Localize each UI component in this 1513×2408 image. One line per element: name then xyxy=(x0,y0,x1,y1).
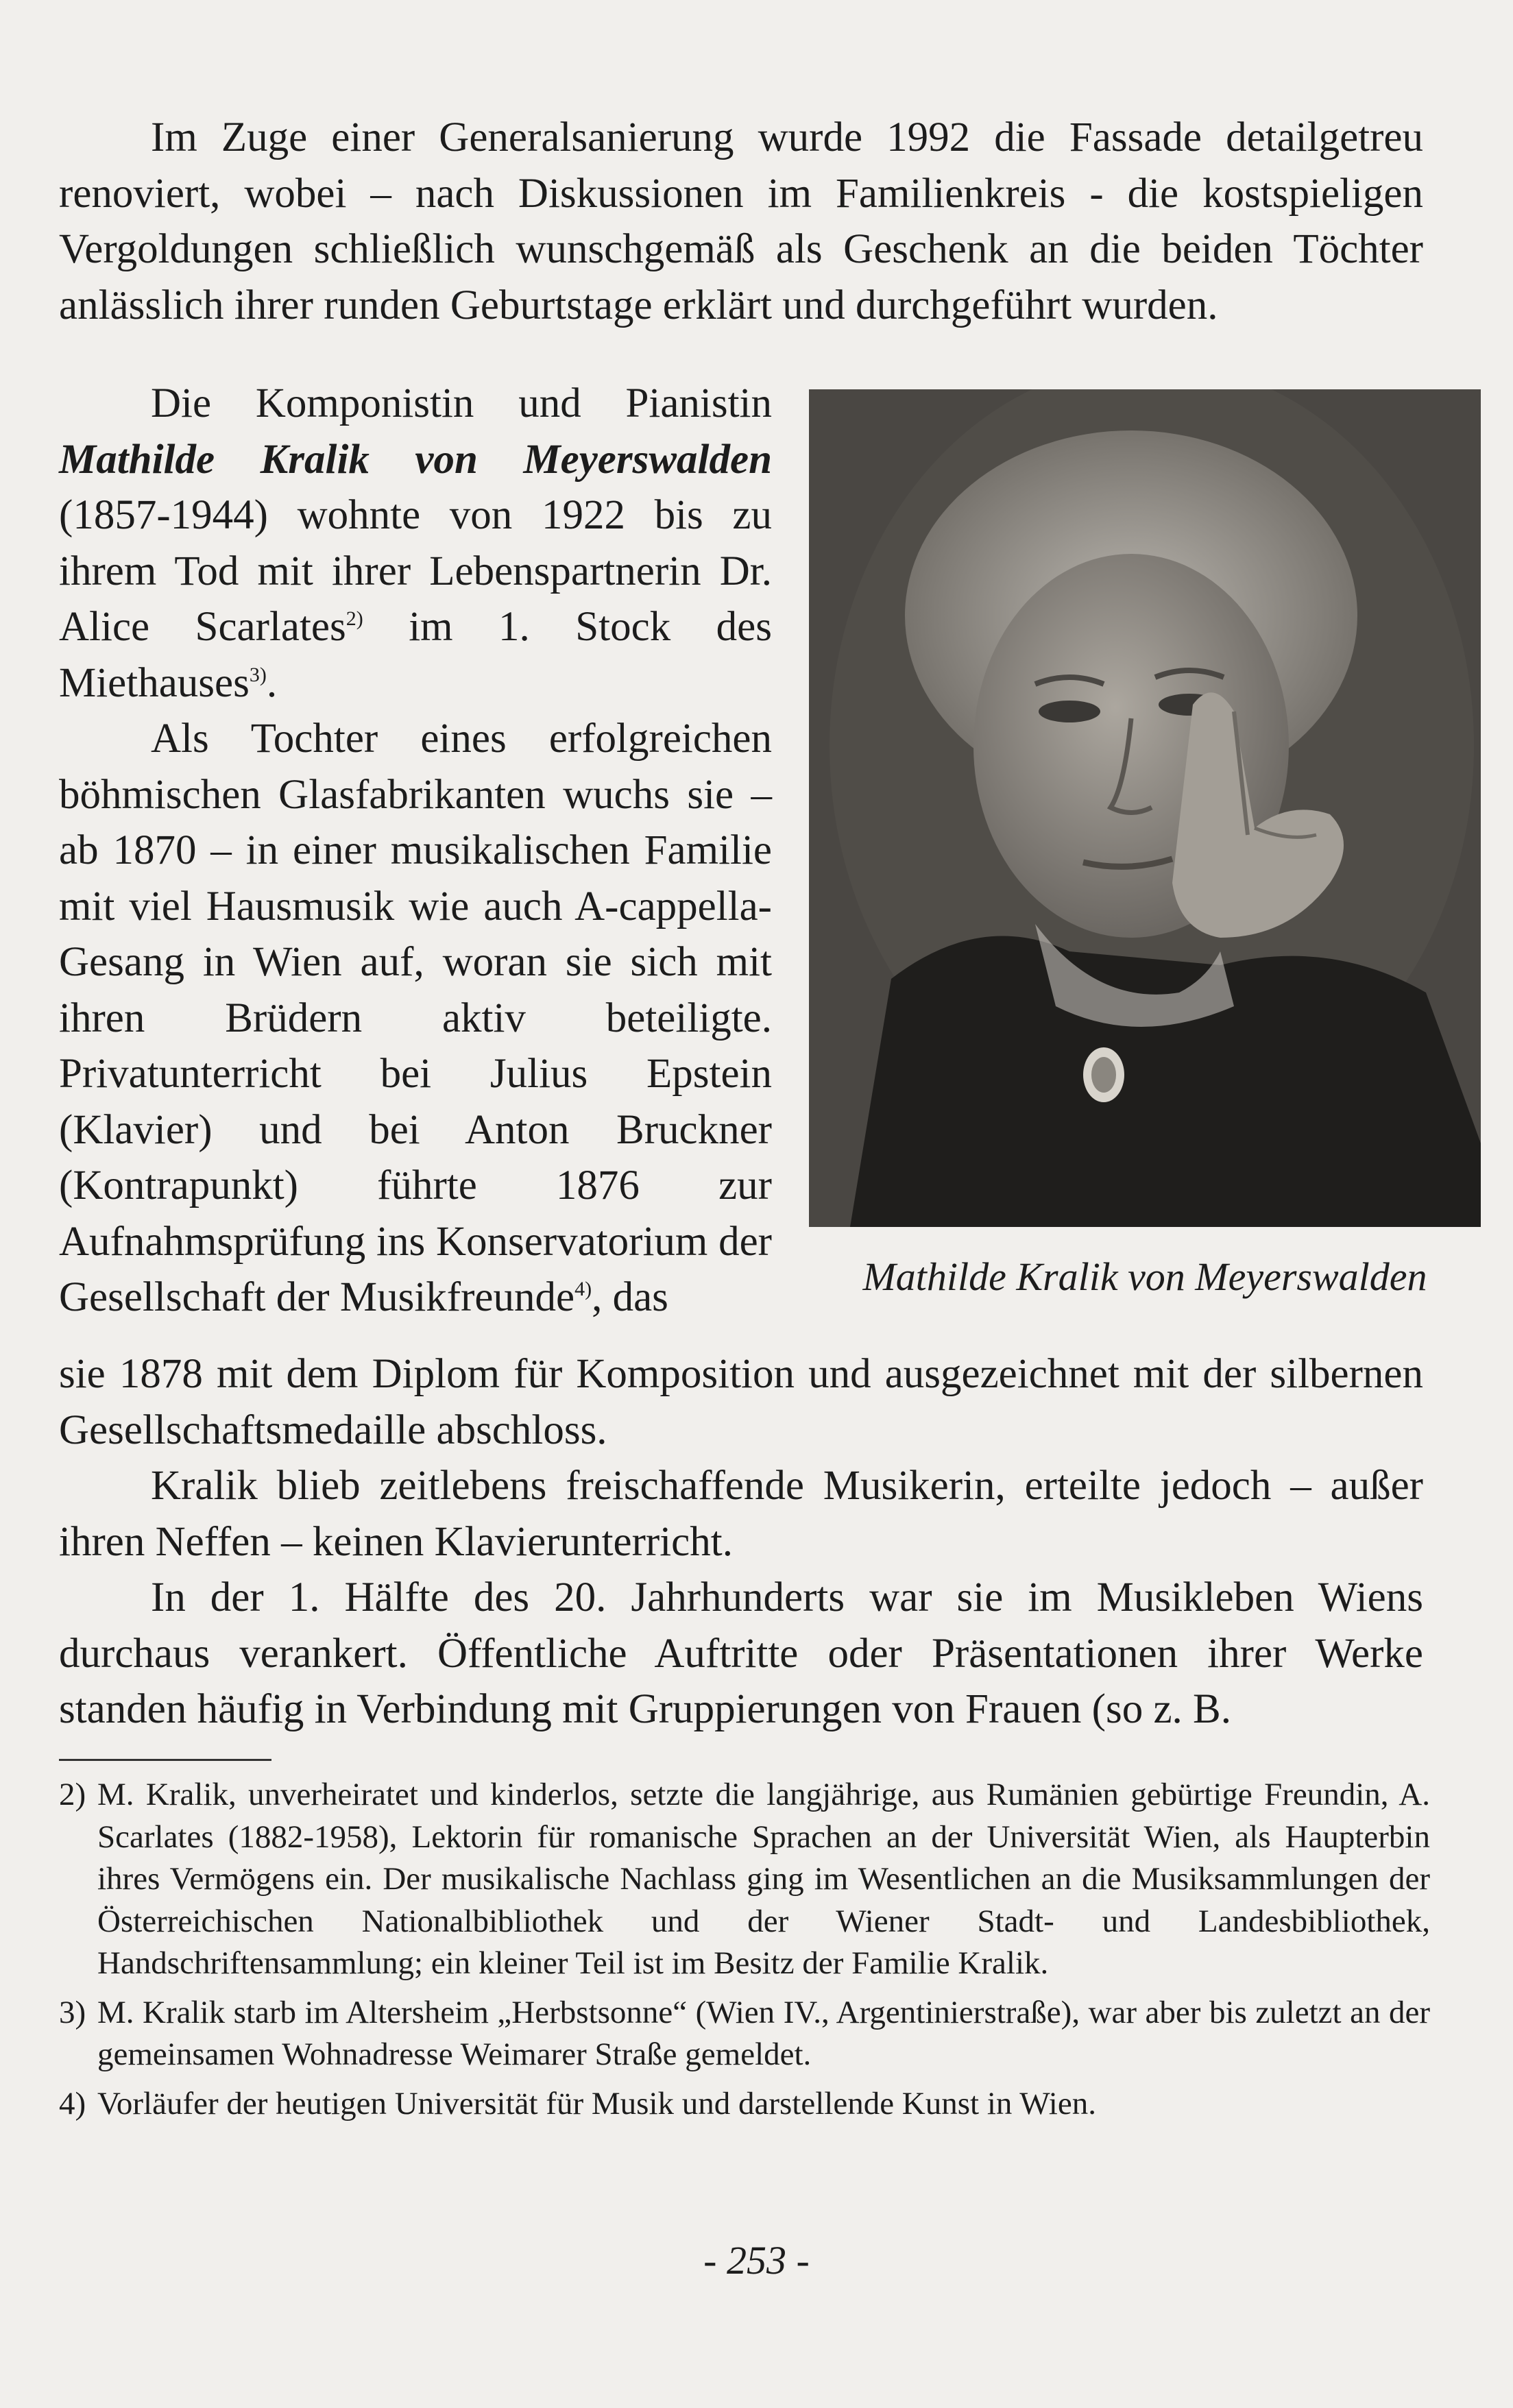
paragraph-3-text2: , das xyxy=(592,1274,668,1320)
paragraph-2-text3: . xyxy=(266,659,278,706)
paragraph-2-text2: im 1. Stock des Miethauses xyxy=(59,604,772,706)
photo-caption: Mathilde Kralik von Meyerswalden xyxy=(862,1254,1427,1299)
footnote-divider xyxy=(59,1759,271,1761)
paragraph-3-text1: Als Tochter eines erfolgreichen böhmischen Glasfabrikanten wuchs sie – ab 1870 – in einer musikalischen Familie mit viel Hausmusik wie auch A-cappella-Gesang in Wien auf, woran sie sich mit ihren Brüdern aktiv beteiligte. Privatunterricht bei Julius Epstein (Klavier) und bei Anton Bruckner (Kontrapunkt) führte 1876 zur Aufnahmsprüfung ins Konservatorium der Gesellschaft der Musikfreunde xyxy=(59,716,772,1320)
portrait-illustration xyxy=(809,389,1481,1227)
footnote-4 xyxy=(59,2083,1430,2126)
footnote-ref-3[interactable]: 3) xyxy=(249,663,267,686)
paragraph-5: In der 1. Hälfte des 20. Jahrhunderts war sie im Musikleben Wiens durchaus verankert. Öffentliche Auftritte oder Präsentationen ihrer Werke standen häufig in Verbindung mit Gruppierungen von Frauen (so z. B. xyxy=(59,1574,1423,1732)
paragraph-2-text1: (1857-1944) wohnte von 1922 bis zu ihrem Tod mit ihrer Lebenspartnerin Dr. Alice Scarlates xyxy=(59,492,772,650)
paragraph-3 xyxy=(59,711,772,1326)
footnotes xyxy=(59,1774,1430,2132)
footnote-text: M. Kralik starb im Altersheim „Herbstsonne“ (Wien IV., Argentinierstraße), war aber bis zuletzt an der gemeinsamen Wohnadresse Weimarer Straße gemeldet. xyxy=(97,1994,1430,2072)
page-number: - 253 - xyxy=(703,2238,810,2283)
paragraph-3-continuation: sie 1878 mit dem Diplom für Komposition und ausgezeichnet mit der silbernen Gesellschaftsmedaille abschloss. xyxy=(59,1351,1423,1453)
paragraph-1-text: Im Zuge einer Generalsanierung wurde 1992 die Fassade detailgetreu renoviert, wobei – nach Diskussionen im Familienkreis - die kostspieligen Vergoldungen schließlich wunschgemäß als Geschenk an die beiden Töchter anlässlich ihrer runden Geburtstage erklärt und durchgeführt wurden. xyxy=(59,114,1423,328)
footnote-number: 2) xyxy=(59,1777,86,1812)
paragraph-4: Kralik blieb zeitlebens freischaffende Musikerin, erteilte jedoch – außer ihren Neffen – keinen Klavierunterricht. xyxy=(59,1463,1423,1565)
footnote-text: Vorläufer der heutigen Universität für Musik und darstellende Kunst in Wien. xyxy=(97,2085,1096,2121)
main-text-continued xyxy=(59,1346,1423,1738)
footnote-2 xyxy=(59,1774,1430,1985)
paragraph-2-intro: Die Komponistin und Pianistin xyxy=(151,380,772,426)
composer-name: Mathilde Kralik von Meyerswalden xyxy=(59,436,772,483)
paragraph-2 xyxy=(59,376,772,711)
wrapped-text-column xyxy=(59,376,772,1326)
portrait-photo xyxy=(809,389,1481,1227)
footnote-3 xyxy=(59,1992,1430,2076)
footnote-ref-2[interactable]: 2) xyxy=(346,607,363,630)
footnote-number: 3) xyxy=(59,1994,86,2030)
footnote-number: 4) xyxy=(59,2085,86,2121)
footnote-ref-4[interactable]: 4) xyxy=(574,1278,592,1300)
footnote-text: M. Kralik, unverheiratet und kinderlos, setzte die langjährige, aus Rumänien gebürtige Freundin, A. Scarlates (1882-1958), Lektorin für romanische Sprachen an der Universität Wien, als Haupterbin ihres Vermögens ein. Der musikalische Nachlass ging im Wesentlichen an die Musiksammlungen der Österreichischen Nationalbibliothek und der Wiener Stadt- und Landesbibliothek, Handschriftensammlung; ein kleiner Teil ist im Besitz der Familie Kralik. xyxy=(97,1777,1430,1981)
paragraph-1 xyxy=(59,110,1423,333)
